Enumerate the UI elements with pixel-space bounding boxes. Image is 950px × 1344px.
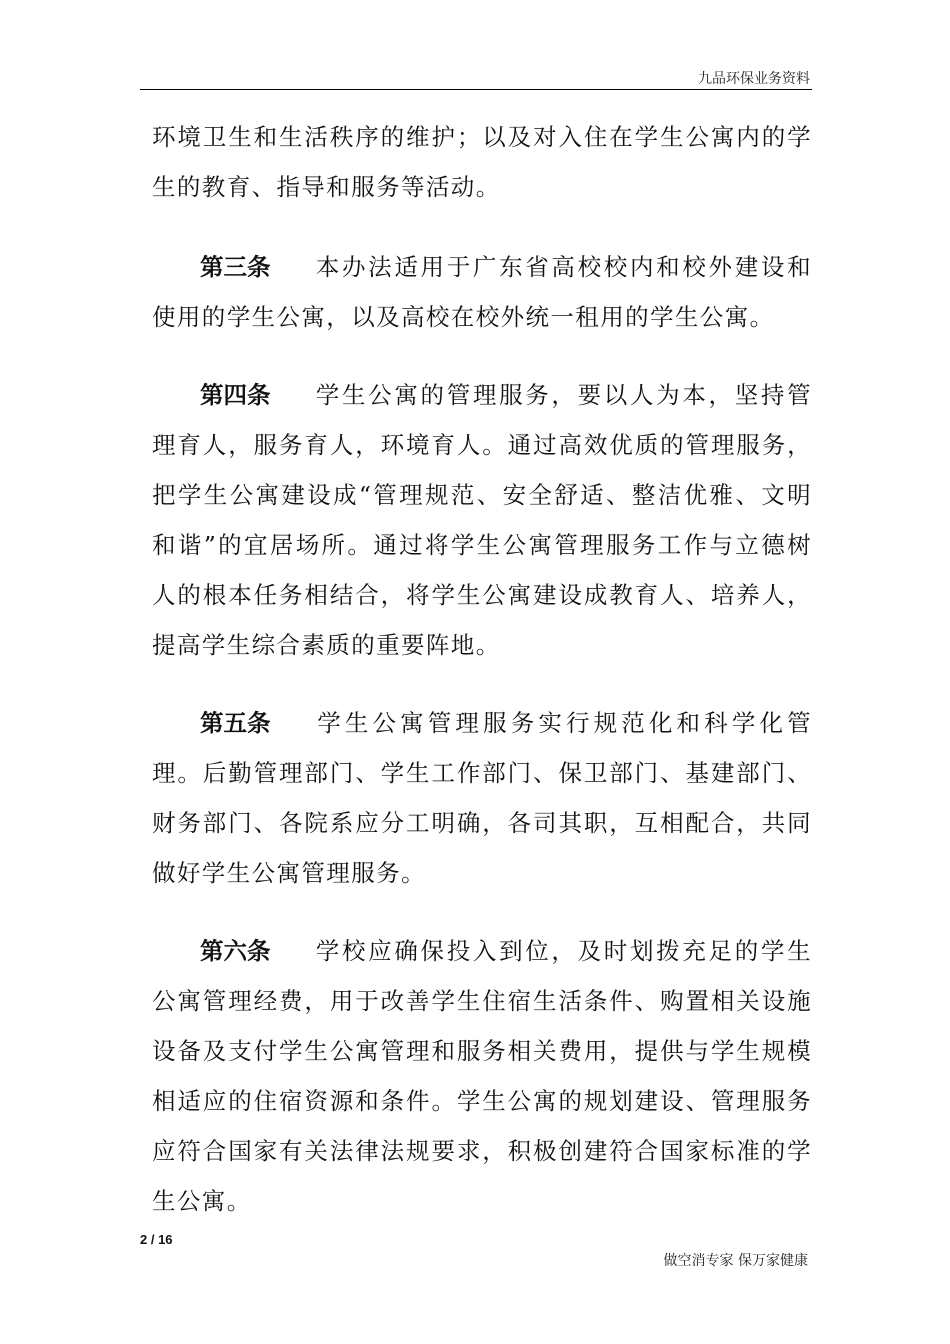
- document-body: [152, 112, 812, 1254]
- article-4-label: 第四条: [200, 381, 271, 409]
- page-number: 2 / 16: [140, 1232, 173, 1247]
- article-5-text: 学生公寓管理服务实行规范化和科学化管理。后勤管理部门、学生工作部门、保卫部门、基建部门、财务部门、各院系应分工明确，各司其职，互相配合，共同做好学生公寓管理服务。: [152, 709, 812, 887]
- article-5-label: 第五条: [200, 709, 271, 737]
- article-6-text: 学校应确保投入到位，及时划拨充足的学生公寓管理经费，用于改善学生住宿生活条件、购置相关设施设备及支付学生公寓管理和服务相关费用，提供与学生规模相适应的住宿资源和条件。学生公寓的规划建设、管理服务应符合国家有关法律法规要求，积极创建符合国家标准的学生公寓。: [152, 937, 812, 1215]
- article-6: [152, 926, 812, 1226]
- intro-paragraph: 环境卫生和生活秩序的维护；以及对入住在学生公寓内的学生的教育、指导和服务等活动。: [152, 123, 812, 201]
- footer-slogan: 做空消专家 保万家健康: [663, 1253, 808, 1269]
- article-3: [152, 242, 812, 342]
- article-5: [152, 698, 812, 898]
- article-6-label: 第六条: [200, 937, 271, 965]
- article-4-text: 学生公寓的管理服务，要以人为本，坚持管理育人，服务育人，环境育人。通过高效优质的管理服务，把学生公寓建设成“管理规范、安全舒适、整洁优雅、文明和谐”的宜居场所。通过将学生公寓管理服务工作与立德树人的根本任务相结合，将学生公寓建设成教育人、培养人，提高学生综合素质的重要阵地。: [152, 381, 812, 659]
- article-3-label: 第三条: [200, 253, 271, 281]
- article-3-text: 本办法适用于广东省高校校内和校外建设和使用的学生公寓，以及高校在校外统一租用的学生公寓。: [152, 253, 812, 331]
- page-header-text: 九品环保业务资料: [698, 71, 810, 87]
- header-divider: [140, 89, 812, 90]
- article-4: [152, 370, 812, 670]
